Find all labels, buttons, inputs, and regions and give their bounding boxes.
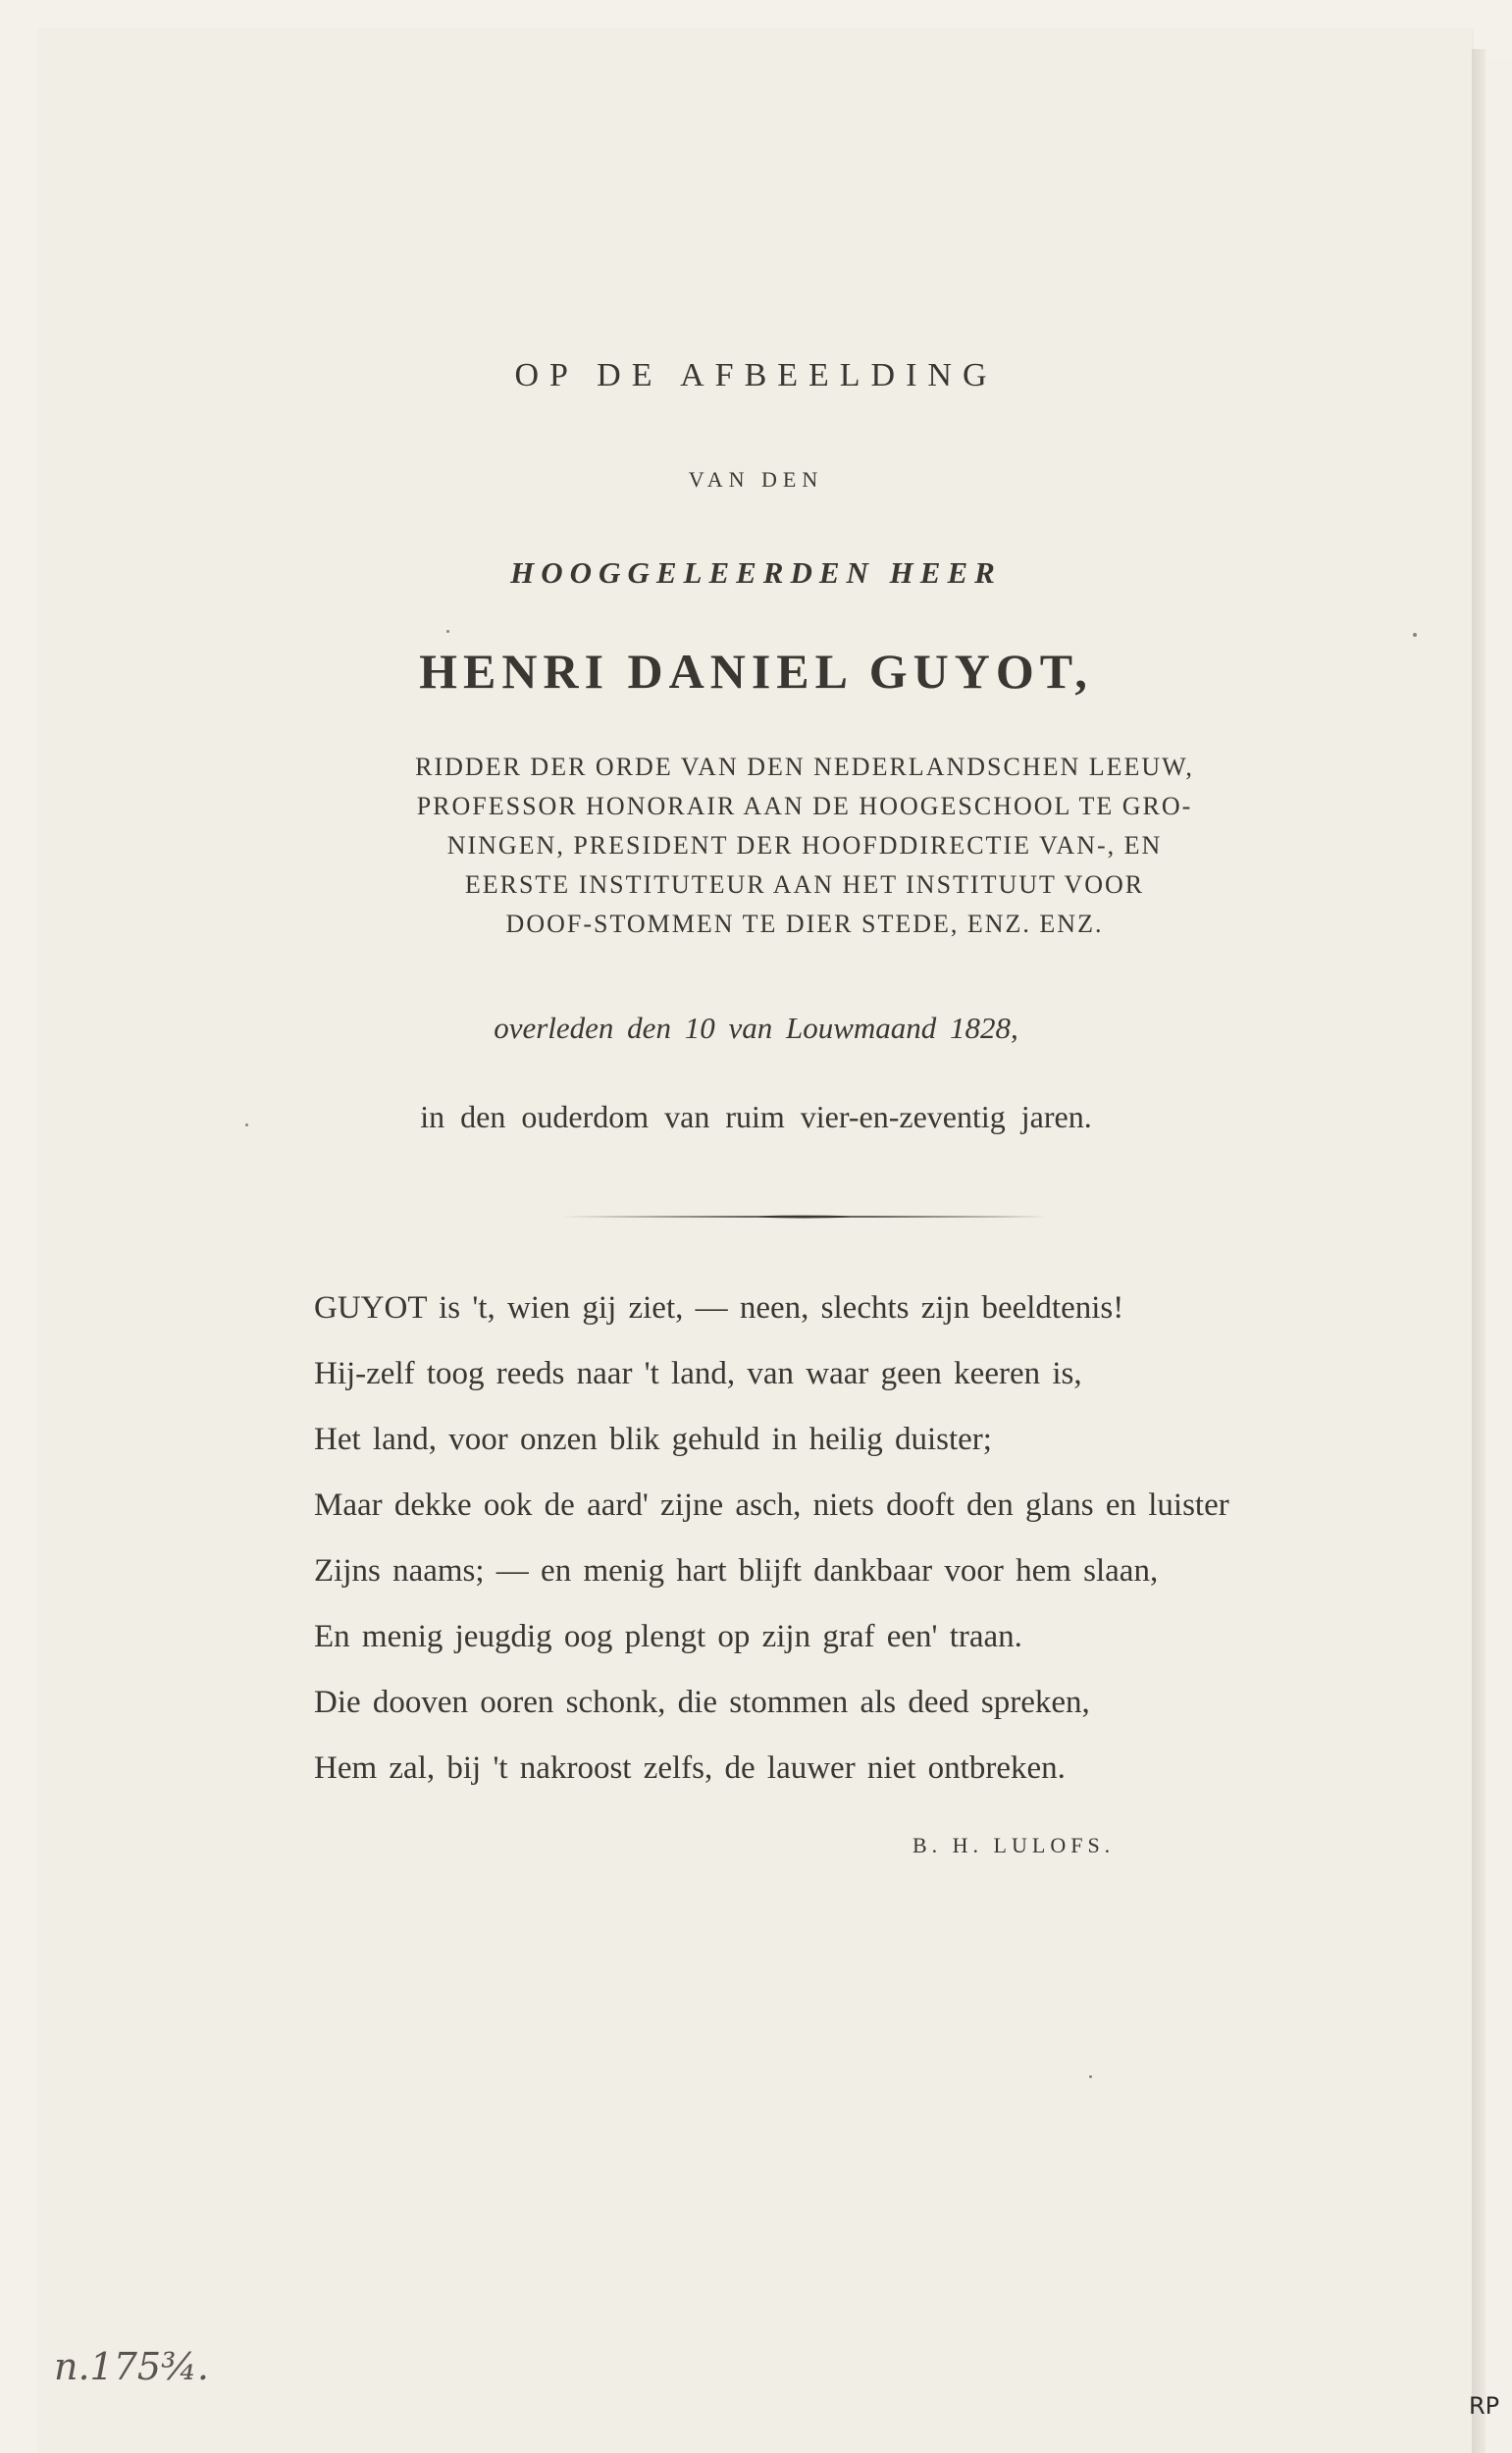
titles-line: NINGEN, PRESIDENT DER HOOFDDIRECTIE VAN-, EN — [446, 831, 1163, 860]
age-line: in den ouderdom van ruim vier-en-zeventig jaren. — [420, 1099, 1092, 1134]
title-line-1: OP DE AFBEELDING — [514, 357, 998, 393]
death-date-line: overleden den 10 van Louwmaand 1828, — [494, 1011, 1018, 1045]
next-sheet-edge — [1486, 59, 1512, 2453]
author-signature: B. H. LULOFS. — [912, 1833, 1116, 1857]
poem-line: Hij-zelf toog reeds naar 't land, van waar geen keeren is, — [314, 1356, 1082, 1391]
poem-line: Die dooven ooren schonk, die stommen als deed spreken, — [314, 1685, 1090, 1720]
inventory-number: n.175¾. — [54, 2345, 209, 2388]
poem-line: Het land, voor onzen blik gehuld in heilig duister; — [314, 1422, 992, 1457]
collection-stamp: RP — [1469, 2392, 1500, 2420]
titles-line: EERSTE INSTITUTEUR AAN HET INSTITUUT VOOR — [464, 870, 1145, 899]
honoree-name: HENRI DANIEL GUYOT, — [419, 644, 1093, 699]
titles-line: PROFESSOR HONORAIR AAN DE HOOGESCHOOL TE GRO- — [416, 792, 1193, 820]
paper-speck — [1089, 2075, 1092, 2078]
poem — [314, 1276, 1276, 1801]
poem-line: Zijns naams; — en menig hart blijft dankbaar voor hem slaan, — [314, 1553, 1159, 1589]
title-line-2: VAN DEN — [688, 467, 824, 492]
paper-speck — [245, 1123, 248, 1126]
paper-speck — [1413, 633, 1417, 637]
poem-line: En menig jeugdig oog plengt op zijn graf een' traan. — [314, 1619, 1022, 1654]
poem-line: Maar dekke ook de aard' zijne asch, niets dooft den glans en luister — [314, 1487, 1229, 1523]
titles-line: DOOF-STOMMEN TE DIER STEDE, ENZ. ENZ. — [505, 910, 1104, 938]
ornamental-rule — [561, 1214, 1047, 1220]
paper-speck — [446, 630, 449, 633]
honoree-titles — [324, 748, 1285, 944]
titles-line: RIDDER DER ORDE VAN DEN NEDERLANDSCHEN LEEUW, — [415, 753, 1194, 781]
sheet-fold-edge — [1472, 49, 1486, 2453]
poem-line: GUYOT is 't, wien gij ziet, — neen, slechts zijn beeldtenis! — [314, 1290, 1124, 1326]
poem-line: Hem zal, bij 't nakroost zelfs, de lauwer niet ontbreken. — [314, 1750, 1066, 1786]
title-line-3: HOOGGELEERDEN HEER — [510, 555, 1002, 590]
